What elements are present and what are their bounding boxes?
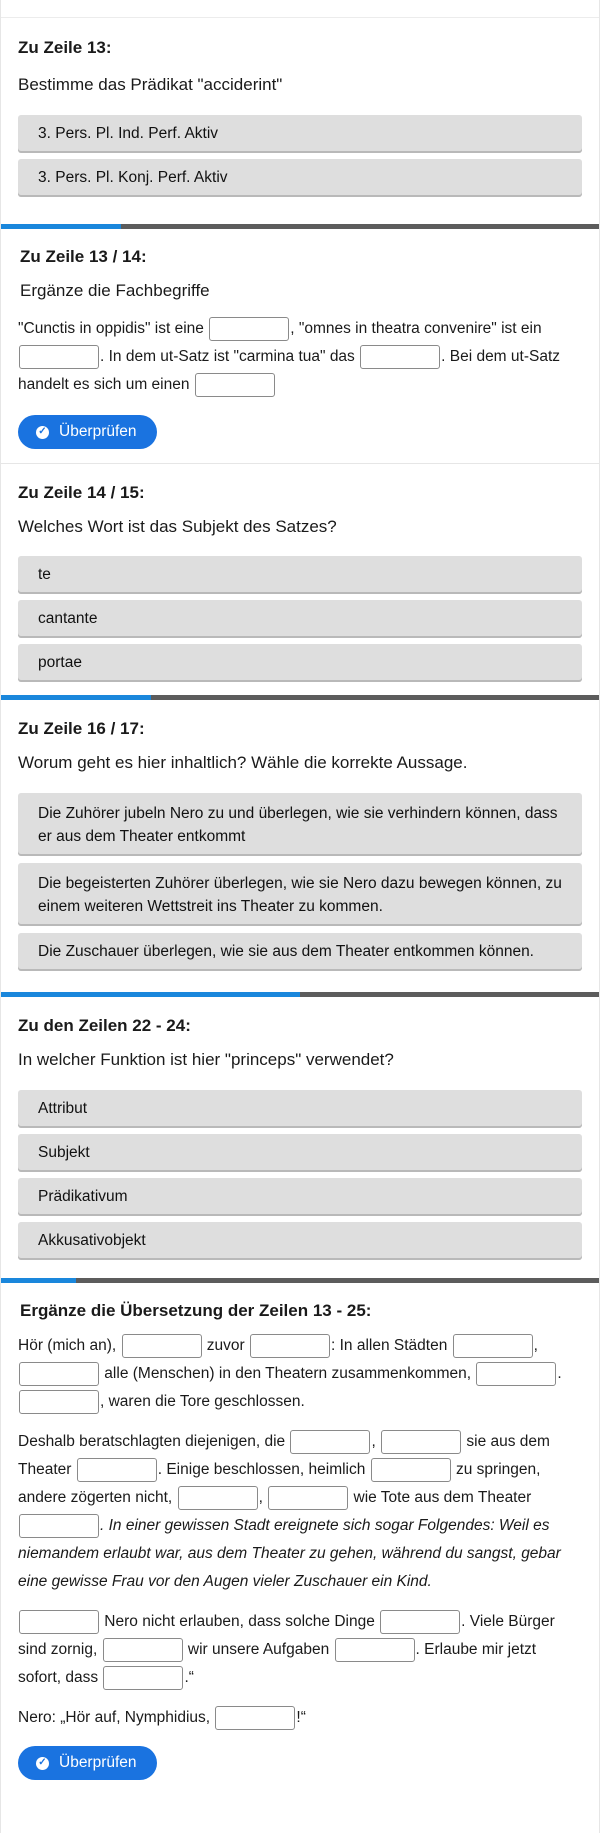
text-segment: . Bei dem ut-Satz handelt es sich um einen xyxy=(18,348,561,393)
answer-option[interactable]: 3. Pers. Pl. Konj. Perf. Aktiv xyxy=(18,159,582,197)
text-segment: , xyxy=(533,1337,538,1354)
answer-blank[interactable] xyxy=(453,1334,533,1358)
question-title: Zu Zeile 16 / 17: xyxy=(18,719,145,738)
answer-blank[interactable] xyxy=(19,1390,99,1414)
answer-blank[interactable] xyxy=(19,1514,99,1538)
answer-blank[interactable] xyxy=(380,1610,460,1634)
text-segment: . Erlaube mir jetzt sofort, dass xyxy=(18,1641,537,1686)
progress-bar xyxy=(1,695,599,700)
progress-bar xyxy=(1,1278,599,1283)
check-button-label: Überprüfen xyxy=(59,423,137,440)
text-segment: alle (Menschen) in den Theatern zusammenkommen, xyxy=(100,1365,476,1382)
question-title: Zu Zeile 13 / 14: xyxy=(20,247,147,266)
answer-blank[interactable] xyxy=(178,1486,258,1510)
answer-blank[interactable] xyxy=(215,1706,295,1730)
check-button-label: Überprüfen xyxy=(59,1754,137,1771)
question-title: Ergänze die Übersetzung der Zeilen 13 - 25: xyxy=(20,1301,372,1320)
answer-option[interactable]: Attribut xyxy=(18,1090,582,1128)
answer-blank[interactable] xyxy=(381,1430,461,1454)
question-card-16-17 xyxy=(1,700,599,971)
answer-blank[interactable] xyxy=(360,345,440,369)
answer-blank[interactable] xyxy=(290,1430,370,1454)
question-text: In welcher Funktion ist hier "princeps" verwendet? xyxy=(18,1050,394,1069)
question-card-13 xyxy=(1,18,599,197)
answer-option[interactable]: 3. Pers. Pl. Ind. Perf. Aktiv xyxy=(18,115,582,153)
answer-blank[interactable] xyxy=(103,1666,183,1690)
top-border xyxy=(1,0,599,18)
check-circle-icon: ✓ xyxy=(36,426,49,439)
text-segment: . xyxy=(557,1365,562,1382)
check-circle-icon: ✓ xyxy=(36,1757,49,1770)
question-text: Ergänze die Fachbegriffe xyxy=(20,281,210,300)
check-button[interactable] xyxy=(18,415,157,449)
answer-option[interactable]: Subjekt xyxy=(18,1134,582,1172)
progress-fill xyxy=(1,224,121,229)
text-segment: zu springen, andere zögerten nicht, xyxy=(18,1461,541,1506)
progress-bar xyxy=(1,224,599,229)
answer-blank[interactable] xyxy=(335,1638,415,1662)
text-segment: zuvor xyxy=(202,1337,250,1354)
fill-in-paragraph-3 xyxy=(18,1608,582,1692)
text-segment: wie Tote aus dem Theater xyxy=(349,1489,532,1506)
answer-option[interactable]: portae xyxy=(18,644,582,682)
text-segment: . Einige beschlossen, heimlich xyxy=(157,1461,370,1478)
text-segment: Deshalb beratschlagten diejenigen, die xyxy=(18,1433,290,1450)
fill-in-paragraph-4 xyxy=(18,1704,582,1732)
text-segment: , xyxy=(371,1433,381,1450)
answer-blank[interactable] xyxy=(209,317,289,341)
question-text: Welches Wort ist das Subjekt des Satzes? xyxy=(18,517,337,536)
progress-fill xyxy=(1,1278,76,1283)
answer-blank[interactable] xyxy=(122,1334,202,1358)
answer-option[interactable]: Die Zuhörer jubeln Nero zu und überlegen, wie sie verhindern können, dass er aus dem Theater entkommt xyxy=(18,793,582,856)
question-card-14-15 xyxy=(1,464,599,682)
translation-card xyxy=(1,1283,599,1780)
answer-blank[interactable] xyxy=(103,1638,183,1662)
progress-bar xyxy=(1,992,599,997)
answer-option[interactable]: Akkusativobjekt xyxy=(18,1222,582,1260)
text-segment: .“ xyxy=(184,1669,194,1686)
fill-in-text xyxy=(18,315,582,399)
answer-option[interactable]: te xyxy=(18,556,582,594)
answer-blank[interactable] xyxy=(19,1362,99,1386)
answer-blank[interactable] xyxy=(195,373,275,397)
answer-option[interactable]: Prädikativum xyxy=(18,1178,582,1216)
text-segment: : In allen Städten xyxy=(331,1337,452,1354)
answer-option[interactable]: Die begeisterten Zuhörer überlegen, wie sie Nero dazu bewegen können, zu einem weiteren Wettstreit ins Theater zu kommen. xyxy=(18,863,582,926)
text-segment: Hör (mich an), xyxy=(18,1337,121,1354)
answer-blank[interactable] xyxy=(371,1458,451,1482)
text-segment: . Viele Bürger sind zornig, xyxy=(18,1613,555,1658)
answer-blank[interactable] xyxy=(19,345,99,369)
text-segment: , xyxy=(258,1489,268,1506)
progress-fill xyxy=(1,695,151,700)
fill-in-paragraph-2 xyxy=(18,1428,582,1596)
text-segment: , waren die Tore geschlossen. xyxy=(100,1393,305,1410)
question-title: Zu Zeile 13: xyxy=(18,38,112,57)
fill-in-paragraph-1 xyxy=(18,1332,582,1416)
question-text: Worum geht es hier inhaltlich? Wähle die korrekte Aussage. xyxy=(18,753,468,772)
question-card-22-24 xyxy=(1,997,599,1260)
check-button[interactable] xyxy=(18,1746,157,1780)
question-title: Zu den Zeilen 22 - 24: xyxy=(18,1016,191,1035)
text-segment: Nero: „Hör auf, Nymphidius, xyxy=(18,1709,215,1726)
italic-text-segment: . In einer gewissen Stadt ereignete sich sogar Folgendes: Weil es niemandem erlaubt war, aus dem Theater zu gehen, während du sangst, gebar eine gewisse Frau vor den Augen vieler Zuschauer ein Kind. xyxy=(18,1517,561,1590)
text-segment: , "omnes in theatra convenire" ist ein xyxy=(290,320,542,337)
answer-blank[interactable] xyxy=(19,1610,99,1634)
question-text: Bestimme das Prädikat "acciderint" xyxy=(18,75,283,94)
question-card-13-14 xyxy=(1,229,599,449)
question-title: Zu Zeile 14 / 15: xyxy=(18,483,145,502)
answer-blank[interactable] xyxy=(250,1334,330,1358)
answer-option[interactable]: cantante xyxy=(18,600,582,638)
answer-blank[interactable] xyxy=(476,1362,556,1386)
answer-option[interactable]: Die Zuschauer überlegen, wie sie aus dem Theater entkommen können. xyxy=(18,933,582,971)
text-segment: sie aus dem Theater xyxy=(18,1433,550,1478)
text-segment: . In dem ut-Satz ist "carmina tua" das xyxy=(100,348,360,365)
text-segment: Nero nicht erlauben, dass solche Dinge xyxy=(100,1613,380,1630)
text-segment: "Cunctis in oppidis" ist eine xyxy=(18,320,209,337)
text-segment: !“ xyxy=(296,1709,306,1726)
progress-fill xyxy=(1,992,300,997)
answer-blank[interactable] xyxy=(268,1486,348,1510)
text-segment: wir unsere Aufgaben xyxy=(183,1641,334,1658)
answer-blank[interactable] xyxy=(77,1458,157,1482)
